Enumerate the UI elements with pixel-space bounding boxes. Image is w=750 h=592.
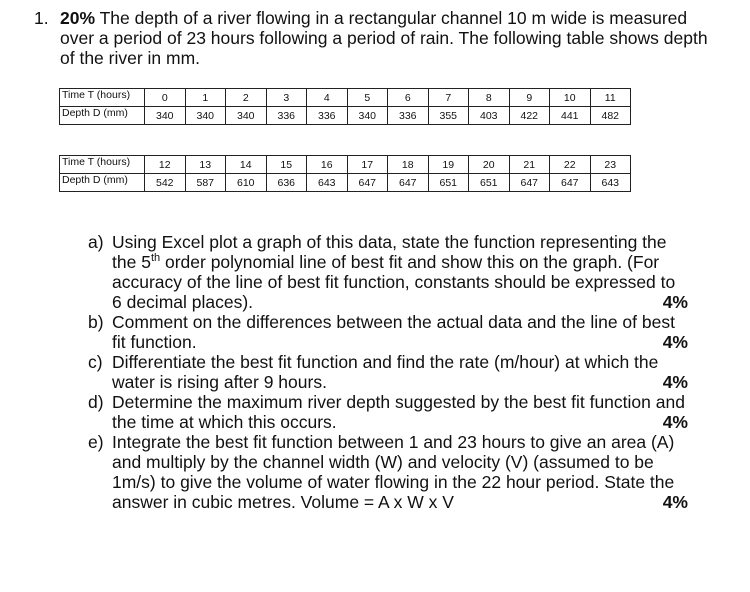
time-cell: 14 — [226, 156, 267, 174]
time-cell: 4 — [307, 89, 348, 107]
depth-cell: 340 — [226, 107, 267, 125]
depth-table-2 — [59, 155, 631, 192]
table-row — [60, 89, 631, 107]
part-mark: 4% — [662, 332, 688, 352]
depth-cell: 647 — [550, 174, 591, 192]
time-label: Time T (hours) — [60, 89, 145, 107]
table-row — [60, 174, 631, 192]
time-cell: 8 — [469, 89, 510, 107]
question-intro-text: The depth of a river flowing in a rectangular channel 10 m wide is measured over a period of 23 hours following a period of rain. The following table shows depth of the river in mm. — [60, 8, 708, 68]
depth-cell: 340 — [185, 107, 226, 125]
depth-cell: 482 — [590, 107, 631, 125]
time-cell: 19 — [428, 156, 469, 174]
time-cell: 21 — [509, 156, 550, 174]
part-letter: e) — [88, 432, 104, 452]
part-text-cont: order polynomial line of best fit and show this on the graph. (For accuracy of the line of best fit function, constants should be expressed to 6 decimal places). — [112, 252, 676, 312]
depth-cell: 587 — [185, 174, 226, 192]
depth-cell: 340 — [145, 107, 186, 125]
part-d — [88, 392, 688, 432]
question-header — [34, 8, 724, 68]
part-mark: 4% — [662, 372, 688, 392]
time-cell: 7 — [428, 89, 469, 107]
depth-cell: 355 — [428, 107, 469, 125]
part-mark: 4% — [662, 292, 688, 312]
depth-cell: 636 — [266, 174, 307, 192]
depth-cell: 610 — [226, 174, 267, 192]
time-cell: 2 — [226, 89, 267, 107]
depth-cell: 336 — [266, 107, 307, 125]
depth-cell: 542 — [145, 174, 186, 192]
time-cell: 6 — [388, 89, 429, 107]
part-text: Differentiate the best fit function and find the rate (m/hour) at which the water is rising after 9 hours. — [112, 352, 659, 392]
part-letter: a) — [88, 232, 104, 252]
time-cell: 5 — [347, 89, 388, 107]
depth-table-1 — [59, 88, 631, 125]
part-text: Integrate the best fit function between 1 and 23 hours to give an area (A) and multiply by the channel width (W) and velocity (V) (assumed to be 1m/s) to give the volume of water flowing in the 22 hour period. State the answer in cubic metres. Volume = A x W x V — [112, 432, 675, 512]
time-cell: 17 — [347, 156, 388, 174]
depth-cell: 651 — [428, 174, 469, 192]
part-mark: 4% — [662, 492, 688, 512]
time-cell: 1 — [185, 89, 226, 107]
question-parts — [88, 232, 688, 512]
depth-cell: 403 — [469, 107, 510, 125]
part-letter: b) — [88, 312, 104, 332]
question-weight: 20% — [60, 8, 96, 28]
part-e — [88, 432, 688, 512]
time-cell: 11 — [590, 89, 631, 107]
part-b — [88, 312, 688, 352]
time-cell: 15 — [266, 156, 307, 174]
time-cell: 16 — [307, 156, 348, 174]
depth-cell: 336 — [388, 107, 429, 125]
depth-cell: 340 — [347, 107, 388, 125]
depth-cell: 422 — [509, 107, 550, 125]
depth-cell: 651 — [469, 174, 510, 192]
time-cell: 18 — [388, 156, 429, 174]
depth-cell: 441 — [550, 107, 591, 125]
depth-cell: 647 — [509, 174, 550, 192]
part-a — [88, 232, 688, 312]
part-text: Comment on the differences between the actual data and the line of best fit function. — [112, 312, 675, 352]
time-label: Time T (hours) — [60, 156, 145, 174]
depth-label: Depth D (mm) — [60, 174, 145, 192]
time-cell: 9 — [509, 89, 550, 107]
depth-cell: 647 — [388, 174, 429, 192]
time-cell: 3 — [266, 89, 307, 107]
part-c — [88, 352, 688, 392]
time-cell: 13 — [185, 156, 226, 174]
time-cell: 0 — [145, 89, 186, 107]
part-letter: c) — [88, 352, 103, 372]
time-cell: 10 — [550, 89, 591, 107]
table-row — [60, 107, 631, 125]
part-mark: 4% — [662, 412, 688, 432]
depth-label: Depth D (mm) — [60, 107, 145, 125]
depth-cell: 647 — [347, 174, 388, 192]
part-text: Determine the maximum river depth suggested by the best fit function and the time at which this occurs. — [112, 392, 685, 432]
table-row — [60, 156, 631, 174]
time-cell: 20 — [469, 156, 510, 174]
time-cell: 23 — [590, 156, 631, 174]
question-number: 1. — [34, 8, 49, 28]
time-cell: 12 — [145, 156, 186, 174]
part-superscript: th — [150, 252, 161, 265]
depth-cell: 643 — [590, 174, 631, 192]
depth-cell: 336 — [307, 107, 348, 125]
time-cell: 22 — [550, 156, 591, 174]
question-intro — [60, 8, 724, 68]
depth-cell: 643 — [307, 174, 348, 192]
part-letter: d) — [88, 392, 104, 412]
part-text: Using Excel plot a graph of this data, state the function representing the the 5 — [112, 232, 667, 272]
